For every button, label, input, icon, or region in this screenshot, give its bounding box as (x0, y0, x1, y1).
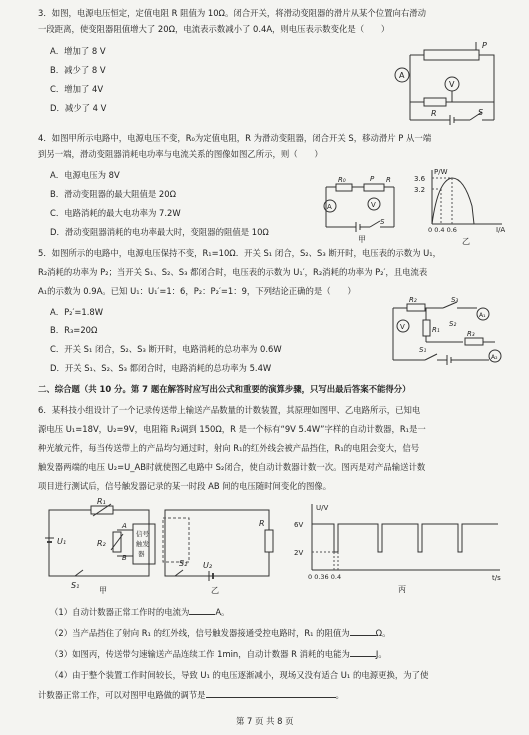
q6-fig-bing-label: 丙 (398, 585, 406, 594)
q6-voltage-time-graph (288, 500, 513, 595)
svg-text:A₂: A₂ (491, 354, 498, 361)
svg-text:S: S (478, 108, 484, 117)
section-2-heading: 二、综合题（共 10 分。第 7 题在解答时应写出公式和重要的演算步骤，只写出最后答案不能得分） (38, 384, 411, 394)
q6-sub3 (50, 648, 387, 660)
svg-text:V: V (449, 80, 455, 89)
q5-line1: 5．如图所示的电路中，电源电压保持不变，R₁=10Ω．开关 S₁ 闭合，S₂、S₃ 断开时，电压表的示数为 U₁， (38, 248, 441, 258)
q6-line3: 种光敏元件，每当传送带上的产品均匀通过时，射向 R₁的红外线会被产品挡住，R₁的电阻会变大，信号 (38, 443, 420, 453)
q6-sub2 (50, 627, 390, 639)
q6-line2: 源电压 U₁=18V，U₂=9V，电阻箱 R₂调到 150Ω，R 是一个标有“9V 5.4W”字样的自动计数器，R₁是一 (38, 424, 426, 434)
svg-text:器: 器 (138, 550, 145, 558)
resistor-r (424, 98, 446, 106)
q6-label-u2: U₂ (203, 561, 213, 570)
q4-graph-curve (432, 178, 474, 224)
svg-text:S: S (380, 218, 385, 226)
q4-option-a: A．电源电压为 8V (50, 170, 120, 180)
q4-fig-jia-label: 甲 (358, 235, 366, 244)
q5-option-d: D．开关 S₁、S₂、S₃ 都闭合时，电路消耗的总功率为 5.4W (50, 363, 272, 373)
q6-sub4-line1: （4）由于整个装置工作时间较长，导致 U₁ 的电压逐渐减小，现场又没有适合 U₁ 的电源更换，为了使 (50, 670, 429, 680)
q6-fig-yi-label: 乙 (211, 586, 219, 595)
q6-sub4-end: 。 (335, 690, 344, 700)
q6-line1: 6．某科技小组设计了一个记录传送带上输送产品数量的计数装置，其原理如图甲、乙电路所示，已知电 (38, 405, 421, 415)
q6-label-b: B (122, 554, 127, 562)
q6-sub1-blank[interactable] (189, 606, 215, 615)
q3-line2: 一段距离，使变阻器阻值增大了 20Ω，电流表示数减小了 0.4A，则电压表示数变化是（ ） (38, 24, 390, 34)
q6-graph-tlabel: t/s (492, 574, 501, 582)
page-footer: 第 7 页 共 8 页 (236, 716, 294, 726)
q4-circuit-jia (322, 172, 402, 242)
q5-line2: R₂消耗的功率为 P₂；当开关 S₁、S₂、S₃ 都闭合时，电压表的示数为 U₁′，R₂消耗的功率为 P₂′，且电流表 (38, 267, 428, 277)
q3-option-d: D．减少了 4 V (50, 103, 107, 113)
q6-sub3-blank[interactable] (350, 648, 376, 657)
q4-graph-y2: 3.2 (414, 186, 426, 194)
svg-text:触发: 触发 (136, 540, 149, 548)
svg-text:V: V (371, 201, 376, 209)
q6-label-u1: U₁ (57, 537, 67, 546)
q6-line5: 项目进行测试后，信号触发器记录的某一时段 AB 间的电压随时间变化的图像。 (38, 481, 332, 491)
svg-text:A₁: A₁ (479, 312, 486, 319)
q4-line1: 4．如图甲所示电路中，电源电压不变，R₀为定值电阻，R 为滑动变阻器，闭合开关 S，移动滑片 P 从一端 (38, 133, 432, 143)
svg-text:P: P (370, 175, 375, 183)
svg-text:信号: 信号 (136, 530, 149, 538)
svg-text:R₀: R₀ (338, 176, 346, 184)
rheostat (424, 50, 479, 60)
q6-label-s1: S₁ (71, 581, 80, 590)
q3-line1: 3．如图，电源电压恒定，定值电阻 R 阻值为 10Ω。闭合开关，将滑动变阻器的滑片从某个位置向右滑动 (38, 8, 426, 18)
q6-label-r1: R₁ (97, 497, 106, 506)
svg-text:P: P (482, 41, 487, 50)
q5-option-b: B．R₃=20Ω (50, 325, 98, 335)
svg-text:V: V (400, 323, 405, 331)
svg-text:R₁: R₁ (432, 326, 440, 334)
q4-graph-xlabel: I/A (496, 226, 506, 234)
q6-graph-2v: 2V (294, 549, 304, 557)
q3-option-c: C．增加了 4V (50, 84, 104, 94)
svg-text:S₂: S₂ (449, 320, 457, 328)
q3-option-a: A．增加了 8 V (50, 46, 106, 56)
q6-circuit-jia-yi (45, 497, 280, 595)
q6-graph-waveform (312, 524, 498, 552)
q6-sub4-text: 计数器正常工作，可以对图甲电路做的调节是 (38, 690, 206, 700)
svg-text:R: R (386, 176, 391, 184)
q5-circuit-diagram (385, 296, 510, 376)
svg-text:S₁: S₁ (419, 346, 427, 354)
q4-fig-yi-label: 乙 (462, 237, 470, 246)
q6-sub4-blank[interactable] (206, 689, 336, 698)
svg-text:A: A (399, 71, 405, 80)
q6-label-r: R (259, 519, 265, 528)
q4-option-d: D．滑动变阻器消耗的电功率最大时，变阻器的阻值是 10Ω (50, 227, 269, 237)
svg-text:R₃: R₃ (467, 330, 475, 338)
q3-option-b: B．减少了 8 V (50, 65, 106, 75)
q6-graph-6v: 6V (294, 521, 304, 529)
q6-graph-xticks: 0 0.36 0.4 (308, 573, 342, 581)
q6-graph-ylabel: U/V (316, 504, 329, 512)
q6-sub2-unit: Ω。 (375, 628, 391, 638)
q4-power-current-graph (412, 166, 512, 246)
q6-label-r2: R₂ (97, 539, 106, 548)
svg-text:R₂: R₂ (409, 296, 417, 304)
svg-text:A: A (327, 203, 332, 211)
q4-line2: 到另一端，滑动变阻器消耗电功率与电流关系的图像如图乙所示，则（ ） (38, 149, 323, 159)
q6-sub4-line2 (38, 689, 344, 701)
q5-option-a: A．P₂′=1.8W (50, 307, 104, 317)
q4-option-b: B．滑动变阻器的最大阻值是 20Ω (50, 189, 176, 199)
q6-fig-jia-label: 甲 (99, 586, 107, 595)
q6-sub1-text: （1）自动计数器正常工作时的电流为 (50, 607, 190, 617)
q6-sub2-text: （2）当产品挡住了射向 R₁ 的红外线，信号触发器接通受控电路时，R₁ 的阻值为 (50, 628, 350, 638)
q4-graph-xticks: 0 0.4 0.6 (428, 226, 457, 234)
q4-graph-ylabel: P/W (434, 168, 448, 176)
svg-text:R: R (431, 109, 437, 118)
svg-text:S₃: S₃ (451, 296, 459, 304)
q5-line3: A₁的示数为 0.9A。已知 U₁：U₁′=1：6，P₂：P₂′=1：9，下列结论正确的是（ ） (38, 286, 356, 296)
q6-line4: 触发器两端的电压 U₂=U_AB时就使图乙电路中 S₂闭合，使自动计数器计数一次。图丙是对产品输送计数 (38, 462, 426, 472)
q4-option-c: C．电路消耗的最大电功率为 7.2W (50, 208, 181, 218)
q6-sub3-text: （3）如图丙，传送带匀速输送产品连续工作 1min，自动计数器 R 消耗的电能为 (50, 649, 350, 659)
q5-option-c: C．开关 S₁ 闭合，S₂、S₃ 断开时，电路消耗的总功率为 0.6W (50, 344, 282, 354)
q3-circuit-diagram (390, 42, 510, 124)
q6-sub3-unit: J。 (375, 649, 387, 659)
q4-graph-y1: 3.6 (414, 175, 426, 183)
q6-sub1-unit: A。 (215, 607, 230, 617)
q6-label-a: A (122, 522, 127, 530)
q6-label-s2: S₂ (179, 559, 188, 568)
q6-sub1 (50, 606, 229, 618)
q6-sub2-blank[interactable] (350, 627, 376, 636)
